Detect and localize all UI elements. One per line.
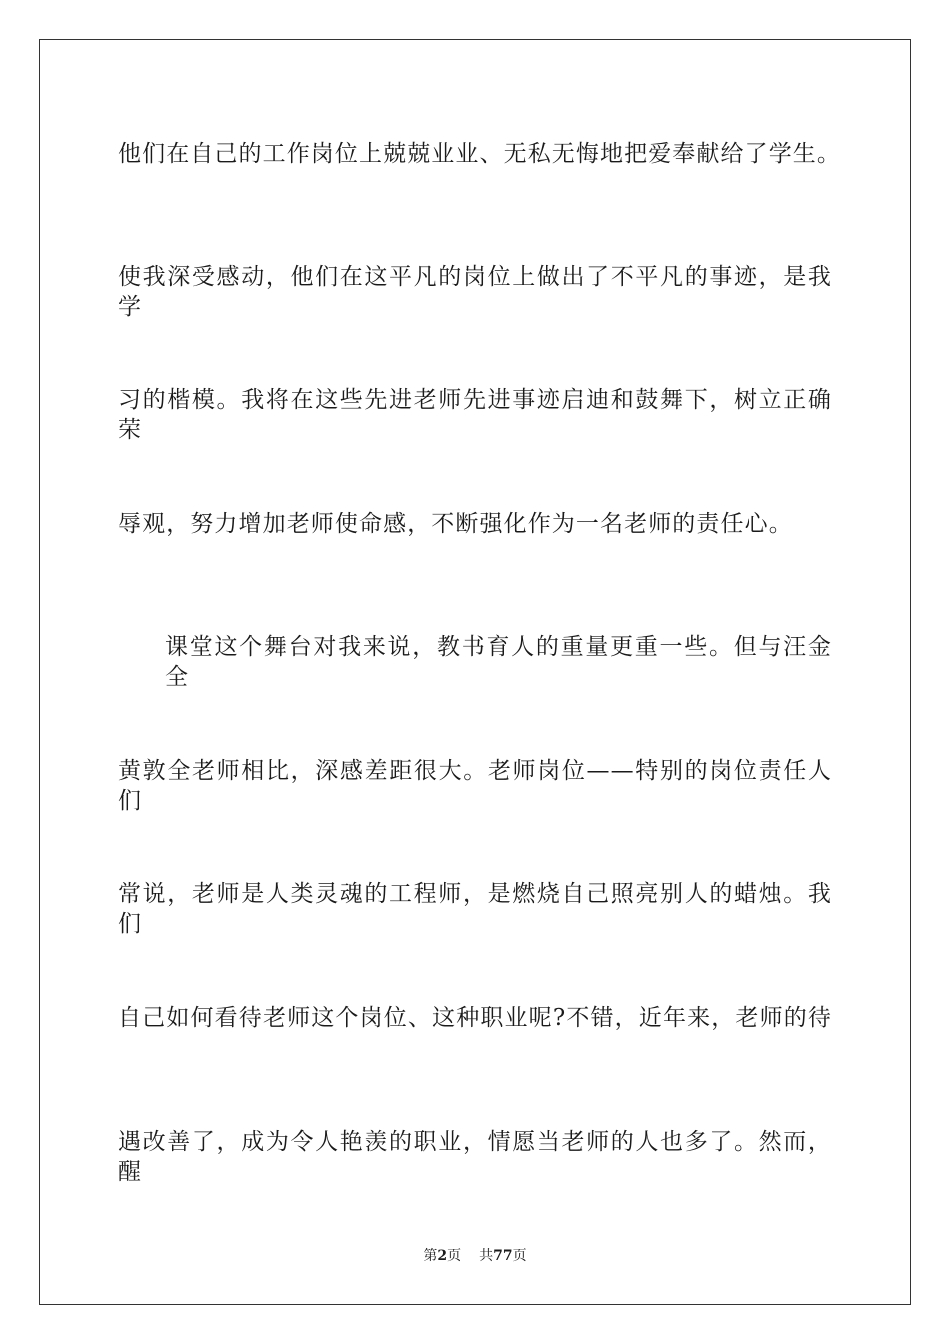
page-suffix: 页 bbox=[447, 1248, 462, 1264]
page-number: 2 bbox=[437, 1248, 448, 1264]
text-line-3: 习的楷模。我将在这些先进老师先进事迹启迪和鼓舞下，树立正确荣 bbox=[118, 387, 832, 443]
text-line-4: 辱观，努力增加老师使命感，不断强化作为一名老师的责任心。 bbox=[118, 511, 793, 537]
total-pages: 77 bbox=[493, 1248, 513, 1264]
text-line-9: 遇改善了，成为令人艳羡的职业，情愿当老师的人也多了。然而，醒 bbox=[118, 1129, 832, 1185]
text-line-2: 使我深受感动，他们在这平凡的岗位上做出了不平凡的事迹，是我学 bbox=[118, 264, 832, 320]
page-footer bbox=[0, 1247, 950, 1265]
total-suffix: 页 bbox=[512, 1248, 527, 1264]
total-prefix: 共 bbox=[479, 1248, 494, 1264]
text-line-8: 自己如何看待老师这个岗位、这种职业呢?不错，近年来，老师的待 bbox=[118, 1005, 832, 1031]
paragraph-start-line: 课堂这个舞台对我来说，教书育人的重量更重一些。但与汪金全 bbox=[165, 634, 832, 690]
page-prefix: 第 bbox=[423, 1248, 438, 1264]
text-line-6: 黄敦全老师相比，深感差距很大。老师岗位——特别的岗位责任人们 bbox=[118, 758, 832, 814]
text-line-7: 常说，老师是人类灵魂的工程师，是燃烧自己照亮别人的蜡烛。我们 bbox=[118, 881, 832, 937]
text-line-1: 他们在自己的工作岗位上兢兢业业、无私无悔地把爱奉献给了学生。 bbox=[118, 141, 841, 167]
